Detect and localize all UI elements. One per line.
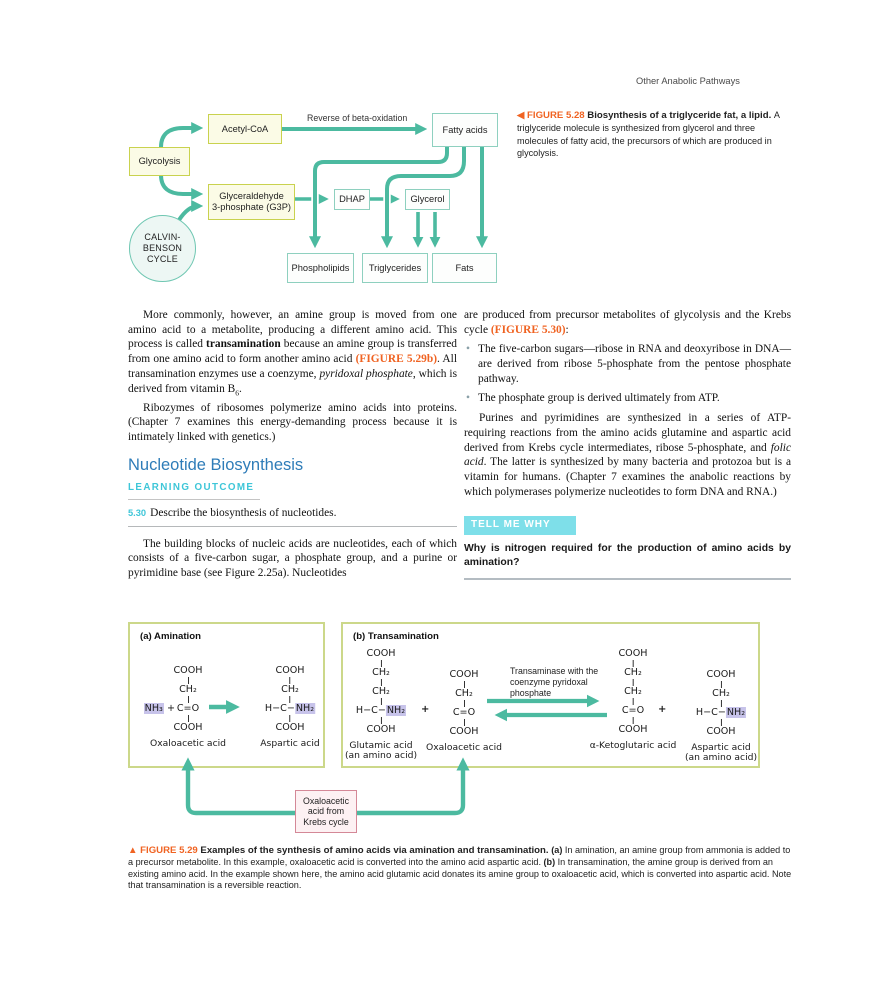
molecule-aspartic-acid: COOH CH₂ H−C−NH₂ COOH Aspartic acid bbox=[260, 665, 320, 749]
molecule-oxaloacetic-acid: COOH CH₂ C=O COOH Oxaloacetic acid bbox=[426, 669, 502, 753]
node-acetyl-coa: Acetyl-CoA bbox=[208, 114, 282, 144]
figure-5-28-caption: ◀ FIGURE 5.28 Biosynthesis of a triglyceride fat, a lipid. A triglyceride molecule is synthesized from glycerol and three molecules of fatty acid, the precursors of which are produced in glycolysis. bbox=[517, 110, 780, 159]
figure-5-29-panel-a bbox=[128, 622, 325, 768]
node-fatty-acids: Fatty acids bbox=[432, 113, 498, 147]
panel-b-title: (b) Transamination bbox=[353, 631, 439, 642]
triglyceride-pathway-diagram bbox=[125, 105, 505, 290]
transaminase-label: Transaminase with the coenzyme pyridoxal phosphate bbox=[510, 666, 599, 698]
node-glycolysis: Glycolysis bbox=[129, 147, 190, 176]
bullet-icon: • bbox=[466, 343, 470, 356]
tell-me-why-badge: TELL ME WHY bbox=[464, 516, 576, 535]
paragraph-building-blocks: The building blocks of nucleic acids are nucleotides, each of which consists of a five-carbon sugar, a phosphate group, and a purine or pyrimidine base (see Figure 2.25a). Nucleotides bbox=[128, 537, 457, 580]
section-heading-nucleotide-biosynthesis: Nucleotide Biosynthesis bbox=[128, 455, 304, 474]
bullet-item: • The phosphate group is derived ultimately from ATP. bbox=[466, 391, 720, 404]
node-calvin-benson-cycle: CALVIN- BENSON CYCLE bbox=[129, 215, 196, 282]
figure-marker-icon: ◀ bbox=[517, 110, 528, 121]
plus-sign: + bbox=[421, 704, 430, 715]
section-divider bbox=[464, 578, 791, 580]
node-triglycerides: Triglycerides bbox=[362, 253, 428, 283]
running-head: Other Anabolic Pathways bbox=[636, 76, 740, 86]
figure-5-29-caption: ▲ FIGURE 5.29 Examples of the synthesis of amino acids via amination and transamination. (a) In amination, an amine group from ammonia is added to a precursor metabolite. In this example, oxaloacetic acid is converted into the amino acid aspartic acid. (b) In transamination, the amine group is derived from an existing amino acid. In the example shown here, the amino acid glutamic acid donates its amine group to oxaloacetic acid, which is converted into aspartic acid. Note that transamination is a reversible reaction. bbox=[128, 845, 792, 891]
plus-sign: + bbox=[658, 704, 667, 715]
paragraph-purines: Purines and pyrimidines are synthesized in a series of ATP-requiring reactions from the amino acids glutamine and aspartic acid derived from Krebs cycle intermediates, ribose 5-phosphate, and folic acid. The latter is synthesized by many bacteria and protozoa but is a vitamin for humans. (Chapter 7 examines the anabolic reactions by which polymerases polymerize nucleotides to form DNA and RNA.) bbox=[464, 412, 791, 498]
learning-outcome-label: LEARNING OUTCOME bbox=[128, 481, 260, 500]
bullet-icon: • bbox=[466, 391, 470, 404]
molecule-alpha-ketoglutaric-acid: COOH CH₂ CH₂ C=O COOH α-Ketoglutaric acid bbox=[589, 648, 677, 751]
learning-outcome-item: 5.30 Describe the biosynthesis of nucleotides. bbox=[128, 507, 337, 520]
left-column bbox=[128, 308, 457, 581]
node-glycerol: Glycerol bbox=[405, 189, 450, 210]
paragraph-precursors: are produced from precursor metabolites of glycolysis and the Krebs cycle (FIGURE 5.30): bbox=[464, 309, 791, 336]
panel-a-title: (a) Amination bbox=[140, 631, 201, 642]
figure-marker-icon: ▲ bbox=[128, 845, 141, 856]
molecule-oxaloacetic-acid: COOH CH₂ C=O NH₃ + COOH Oxaloacetic acid bbox=[144, 665, 226, 749]
figure-5-29-panel-b bbox=[341, 622, 760, 768]
figure-label: FIGURE 5.28 bbox=[527, 110, 585, 121]
node-dhap: DHAP bbox=[334, 189, 370, 210]
figure-reference: (FIGURE 5.30) bbox=[490, 323, 566, 336]
molecule-aspartic-acid: COOH CH₂ H−C−NH₂ COOH Aspartic acid (an amino acid) bbox=[684, 669, 758, 763]
tell-me-why-question: Why is nitrogen required for the production of amino acids by amination? bbox=[464, 543, 791, 568]
paragraph-transamination: More commonly, however, an amine group is moved from one amino acid to a metabolite, producing a different amino acid. This process is called transamination because an amine group is transferred from one amino acid to form another amino acid (FIGURE 5.29b). All transamination enzymes use a coenzyme, pyridoxal phosphate, which is derived from vitamin $B_6$. bbox=[128, 309, 458, 397]
figure-reference: (FIGURE 5.29b) bbox=[355, 353, 437, 366]
node-g3p: Glyceraldehyde 3-phosphate (G3P) bbox=[208, 184, 295, 220]
section-divider bbox=[128, 526, 457, 527]
paragraph-ribozymes: Ribozymes of ribosomes polymerize amino acids into proteins. (Chapter 7 examines this energy-demanding process because it is intimately linked with genetics.) bbox=[128, 401, 457, 443]
figure-label: FIGURE 5.29 bbox=[140, 845, 198, 856]
molecule-glutamic-acid: COOH CH₂ CH₂ H−C−NH₂ COOH Glutamic acid (an amino acid) bbox=[344, 648, 418, 761]
learning-outcome-number: 5.30 bbox=[128, 508, 147, 519]
bullet-item: • The five-carbon sugars—ribose in RNA and deoxyribose in DNA—are derived from ribose 5-phosphate from the pentose phosphate pathway. bbox=[466, 343, 791, 385]
bullet-list bbox=[464, 342, 791, 405]
beta-oxidation-arrow-label: Reverse of beta-oxidation bbox=[307, 113, 408, 123]
node-phospholipids: Phospholipids bbox=[287, 253, 354, 283]
right-column bbox=[464, 308, 791, 580]
krebs-source-box: Oxaloacetic acid from Krebs cycle bbox=[295, 790, 357, 833]
node-fats: Fats bbox=[432, 253, 497, 283]
